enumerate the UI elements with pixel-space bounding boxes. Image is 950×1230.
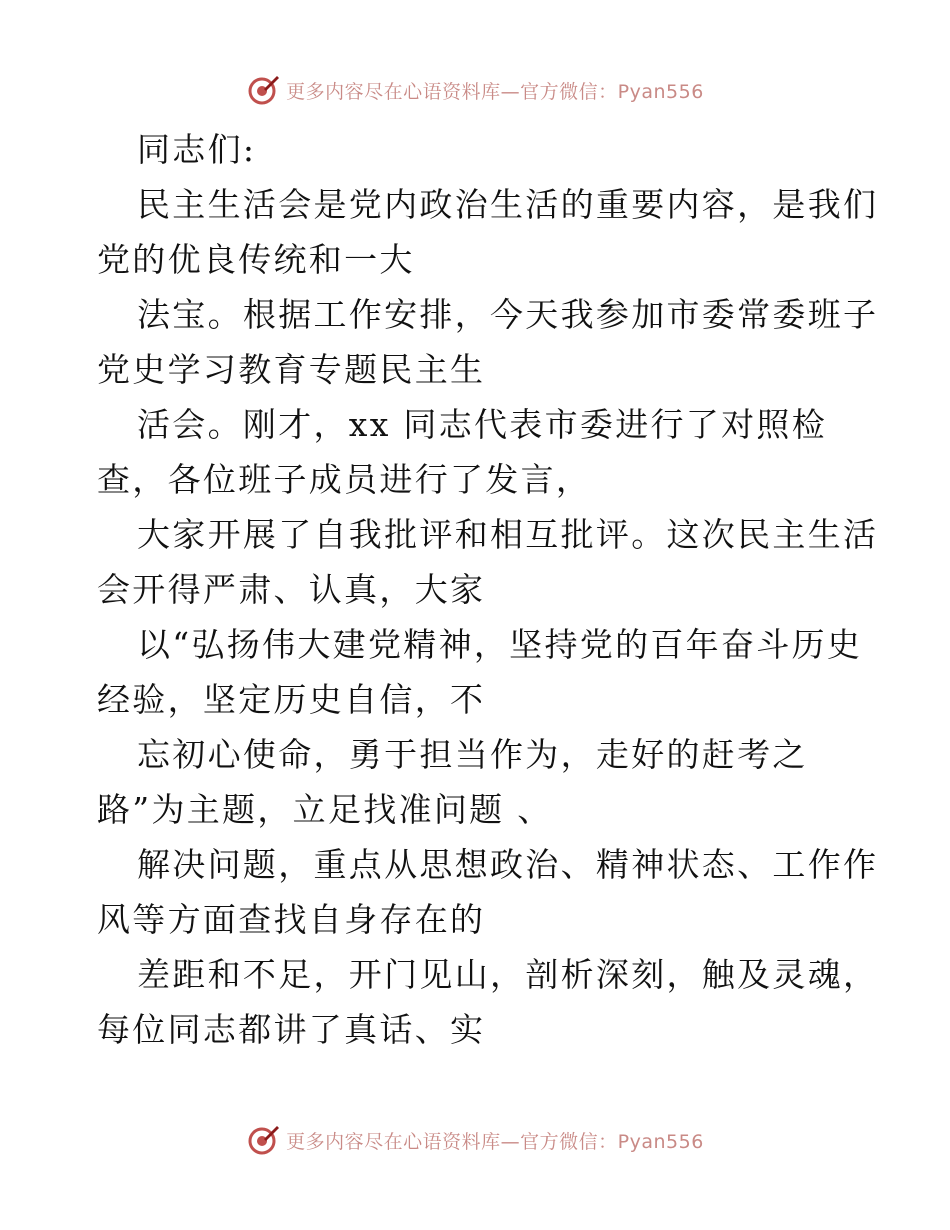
- watermark-text: 更多内容尽在心语资料库—官方微信：Pyan556: [286, 1130, 704, 1153]
- text-line: 解决问题，重点从思想政治、精神状态、工作作: [137, 845, 879, 884]
- text-line: 同志们:: [137, 130, 257, 169]
- text-line: 党的优良传统和一大: [97, 240, 415, 279]
- text-line: 差距和不足，开门见山，剖析深刻，触及灵魂，: [137, 955, 879, 994]
- text-line: 查，各位班子成员进行了发言，: [97, 460, 592, 499]
- pen-logo-icon: [246, 73, 280, 107]
- text-line: 会开得严肃、认真，大家: [97, 570, 486, 609]
- text-line: 每位同志都讲了真话、实: [97, 1010, 486, 1049]
- text-line: 民主生活会是党内政治生活的重要内容，是我们: [137, 185, 879, 224]
- text-line: 大家开展了自我批评和相互批评。这次民主生活: [137, 515, 879, 554]
- text-line: 忘初心使命，勇于担当作为，走好的赶考之: [137, 735, 808, 774]
- watermark-text: 更多内容尽在心语资料库—官方微信：Pyan556: [286, 80, 704, 103]
- text-line: 风等方面查找自身存在的: [97, 900, 486, 939]
- document-body: [97, 122, 877, 1057]
- text-line: 经验，坚定历史自信，不: [97, 680, 486, 719]
- text-line: 活会。刚才，xx 同志代表市委进行了对照检: [137, 405, 828, 444]
- text-line: 法宝。根据工作安排，今天我参加市委常委班子: [137, 295, 879, 334]
- text-line: 党史学习教育专题民主生: [97, 350, 486, 389]
- text-line: 路”为主题，立足找准问题 、: [97, 790, 553, 829]
- footer-watermark: [0, 1122, 950, 1158]
- header-watermark: [0, 72, 950, 108]
- pen-logo-icon: [246, 1123, 280, 1157]
- text-line: 以“弘扬伟大建党精神，坚持党的百年奋斗历史: [137, 625, 863, 664]
